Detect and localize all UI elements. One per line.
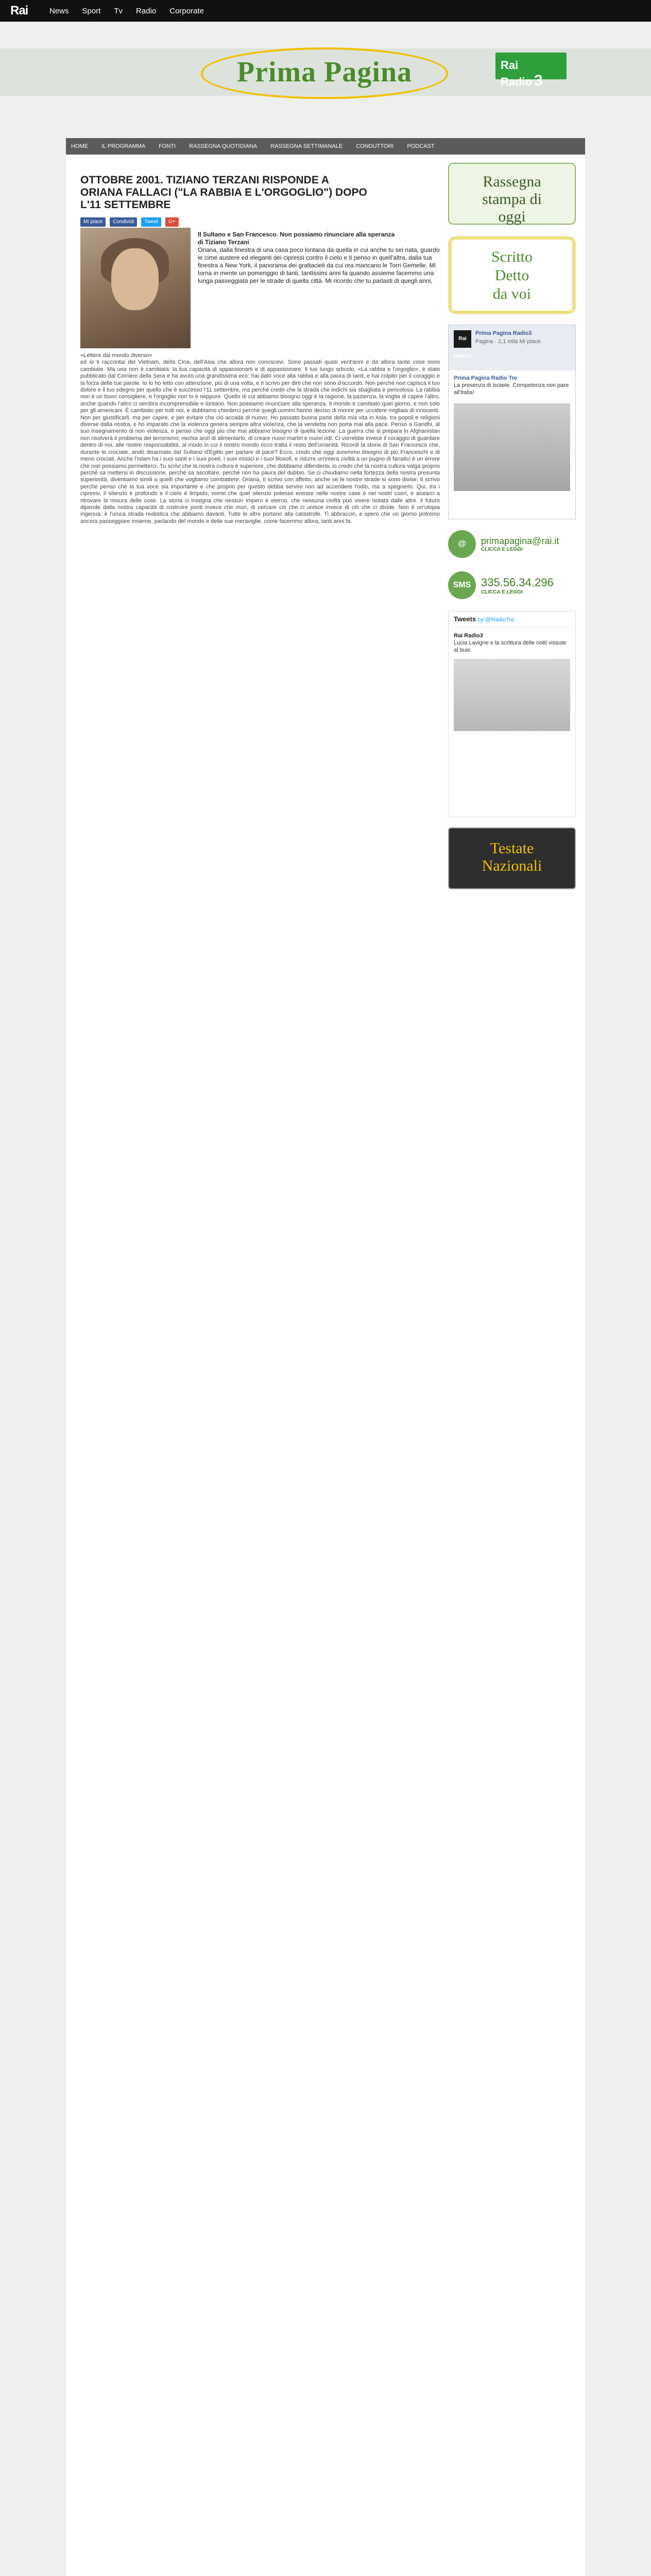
lede-author: di Tiziano Terzani (198, 239, 249, 246)
sidebar (448, 163, 576, 889)
fb-post (449, 370, 575, 400)
facebook-widget[interactable] (448, 325, 576, 519)
tweet-image[interactable] (454, 659, 570, 731)
title-banner[interactable] (165, 42, 484, 103)
tweet-text: Lucia Lavigne e la scrittura delle notti vissute al buio. (454, 640, 567, 653)
nav-podcast[interactable]: PODCAST (407, 143, 435, 149)
rai-radio3-badge[interactable] (495, 53, 567, 89)
radio-badge-number: 3 (534, 72, 543, 89)
rassegna-line-2: stampa di (482, 191, 542, 208)
rai-logo[interactable]: Rai (10, 4, 28, 18)
top-nav-tv[interactable]: Tv (114, 6, 123, 15)
photo-face (111, 248, 159, 310)
top-nav-news[interactable]: News (49, 6, 69, 15)
article (80, 174, 441, 524)
content-area (66, 155, 585, 2576)
scritto-line-2: Detto (494, 267, 529, 284)
nav-rassegna-settimanale[interactable]: RASSEGNA SETTIMANALE (270, 143, 343, 149)
twitter-header (449, 612, 575, 627)
sms-info (481, 576, 554, 595)
tweet (449, 627, 575, 659)
twitter-widget[interactable] (448, 611, 576, 817)
google-plus-button[interactable]: G+ (165, 217, 179, 227)
fb-post-image[interactable] (454, 403, 570, 491)
testate-nazionali-box[interactable] (448, 827, 576, 889)
lede-text: Oriana, dalla finestra di una casa poco lontana da quella in cui anche tu sei nata, guardo le cime austere ed eleganti dei cipressi contro il cielo e ti penso in quell'altra, dalla tua finestra a New York, il panorama dei grattacieli da cui ora mancano le Torri Gemelle. Mi torna in mente un pomeriggio di tanti, tantissimi anni fa quando assieme facemmo una lunga passeggiata per le strade di quella città. Mi ricordo che tu parlasti di quegli anni, (198, 246, 440, 284)
top-bar (0, 0, 651, 22)
article-body (80, 352, 440, 525)
top-nav (49, 0, 217, 22)
nav-home[interactable]: HOME (71, 143, 88, 149)
email-icon: @ (448, 530, 476, 558)
nav-conduttori[interactable]: CONDUTTORI (356, 143, 394, 149)
email-info (481, 536, 559, 552)
rassegna-line-1: Rassegna (483, 173, 541, 190)
testate-line-2: Nazionali (482, 857, 542, 874)
sms-cta[interactable]: CLICCA E LEGGI (481, 589, 523, 595)
article-paragraph: ed io ti raccontai del Vietnam, della Cina, dell'Asia che allora non conoscevi. Sono passati quasi vent'anni e da allora tante cose sono cambiate. Ma una non è cambiata: la tua capacità di appassionarti e di appassionare. Il tuo lungo articolo, «La rabbia e l'orgoglio», è stato pubblicato dal Corriere della Sera e ha avuto una grandissima eco: hai dato voce alla rabbia e alla paura di tanti, e hai colpito per il coraggio e la forza delle tue parole. Io lo ho letto con attenzione, più di una volta, e ti scrivo per dirti che non sono d'accordo. Non perché non capisca il tuo dolore e il tuo sdegno per quello che è successo l'11 settembre, ma perché credo che la strada che indichi sia sbagliata e pericolosa. La rabbia non è un buon consigliere, e l'orgoglio non lo è neppure. Quello di cui abbiamo bisogno oggi è la ragione, la pazienza, la voglia di capire l'altro, anche quando l'altro ci sembra incomprensibile e lontano. Non possiamo rinunciare alla speranza. Il mondo è cambiato quel giorno, e non solo per gli americani. È cambiato per tutti noi, e dobbiamo chiederci perché quegli uomini hanno deciso di morire per uccidere migliaia di innocenti. Non per giustificarli, ma per capire, e per evitare che ciò accada di nuovo. Ho passato buona parte della mia vita in Asia, tra popoli e religioni diverse dalla nostra, e ho imparato che la violenza genera sempre altra violenza, che la vendetta non porta mai alla pace. Penso a Gandhi, al suo insegnamento di non violenza, e penso che oggi più che mai abbiamo bisogno di quella lezione. La guerra che si prepara in Afghanistan non risolverà il problema del terrorismo; rischia anzi di alimentarlo, di creare nuovi martiri e nuovi odi. Ci vorrebbe invece il coraggio di guardare dentro di noi, alle nostre responsabilità, al modo in cui il nostro mondo ricco tratta il resto dell'umanità. Ricordi la storia di San Francesco che, durante le crociate, andò disarmato dal Sultano d'Egitto per parlare di pace? Ecco, credo che oggi avremmo bisogno di più Franceschi e di meno crociati. Anche l'Islam ha i suoi santi e i suoi poeti, i suoi mistici e i suoi filosofi, e ridurre un'intera civiltà a un pugno di fanatici è un errore che non possiamo permetterci. Tu scrivi che la nostra cultura è superiore, che dobbiamo difenderla; io credo che la nostra cultura valga proprio perché sa mettersi in discussione, perché sa ascoltare, perché non ha paura del dubbio. Se ci chiudiamo nella fortezza della nostra presunta superiorità, diventiamo simili a quelli che vogliamo combattere. Oriana, ti scrivo con affetto, anche se le nostre strade si sono divise; ti scrivo perché penso che la tua voce sia importante e che proprio per questo debba servire non ad accendere l'odio, ma a spegnerlo. Qui, tra i cipressi, il silenzio è profondo e il cielo è limpido; vorrei che quel silenzio potesse entrare nelle nostre case e nei nostri cuori, e aiutarci a ritrovare la misura delle cose. La storia ci insegna che nessun impero è eterno, che nessuna civiltà può vivere isolata dalle altre. Il futuro dipende dalla nostra capacità di costruire ponti invece che muri, di cercare ciò che ci unisce invece di ciò che ci divide. Non è un'utopia ingenua: è l'unica strada realistica che abbiamo davanti. Tutte le altre portano alla catastrofe. Ti abbraccio, e spero che un giorno potremo ancora passeggiare insieme, parlando del mondo e delle sue meraviglie, come facemmo allora, tanti anni fa. (80, 359, 440, 524)
fb-page-meta: Pagina · 2,1 mila Mi piace (475, 338, 541, 345)
rassegna-line-3: oggi (498, 208, 526, 225)
article-photo (80, 228, 191, 348)
article-lede (198, 231, 440, 285)
share-row (80, 217, 441, 227)
scritto-detto-da-voi-box[interactable] (448, 236, 576, 314)
sms-icon: SMS (448, 571, 476, 599)
email-contact[interactable] (448, 528, 576, 561)
main-nav (66, 138, 585, 155)
fb-post-author[interactable]: Prima Pagina Radio Tre (454, 375, 517, 381)
photo-caption: «Lettere dal mondo diverso» (80, 352, 152, 359)
scritto-line-3: da voi (492, 285, 532, 302)
sms-number: 335.56.34.296 (481, 575, 554, 589)
facebook-widget-header (449, 325, 575, 370)
email-address: primapagina@rai.it (481, 536, 559, 546)
radio3-page-logo: Rai Radio3 (454, 330, 471, 348)
lede-headline: Il Sultano e San Francesco. Non possiamo rinunciare alla speranza (198, 231, 395, 238)
radio-badge-prefix: Rai Radio (501, 59, 533, 88)
facebook-like-button[interactable]: Mi piace (80, 217, 106, 227)
site-title: Prima Pagina (236, 56, 413, 88)
email-cta[interactable]: CLICCA E LEGGI (481, 547, 523, 552)
tweets-title: Tweets (454, 615, 476, 623)
tweet-author[interactable]: Rai Radio3 (454, 633, 483, 639)
testate-line-1: Testate (490, 840, 534, 857)
top-nav-corporate[interactable]: Corporate (169, 6, 204, 15)
tweets-handle[interactable]: by @RadioTre (477, 617, 515, 623)
tweet-button[interactable]: Tweet (141, 217, 161, 227)
fb-page-name[interactable]: Prima Pagina Radio3 (475, 330, 532, 336)
top-nav-radio[interactable]: Radio (136, 6, 157, 15)
fb-post-text: La presenza di Israele. Competenza non pare all'Italia! (454, 382, 569, 396)
rassegna-stampa-oggi-box[interactable] (448, 163, 576, 225)
nav-fonti[interactable]: FONTI (159, 143, 176, 149)
site-header (0, 22, 651, 138)
nav-programma[interactable]: IL PROGRAMMA (101, 143, 146, 149)
article-title: OTTOBRE 2001. TIZIANO TERZANI RISPONDE A ORIANA FALLACI ("LA RABBIA E L'ORGOGLIO") DOPO L'11 SETTEMBRE (80, 174, 367, 211)
top-nav-sport[interactable]: Sport (82, 6, 101, 15)
facebook-share-button[interactable]: Condividi (110, 217, 137, 227)
nav-rassegna-quotidiana[interactable]: RASSEGNA QUOTIDIANA (189, 143, 258, 149)
sms-contact[interactable] (448, 569, 576, 602)
scritto-line-1: Scritto (491, 248, 533, 265)
